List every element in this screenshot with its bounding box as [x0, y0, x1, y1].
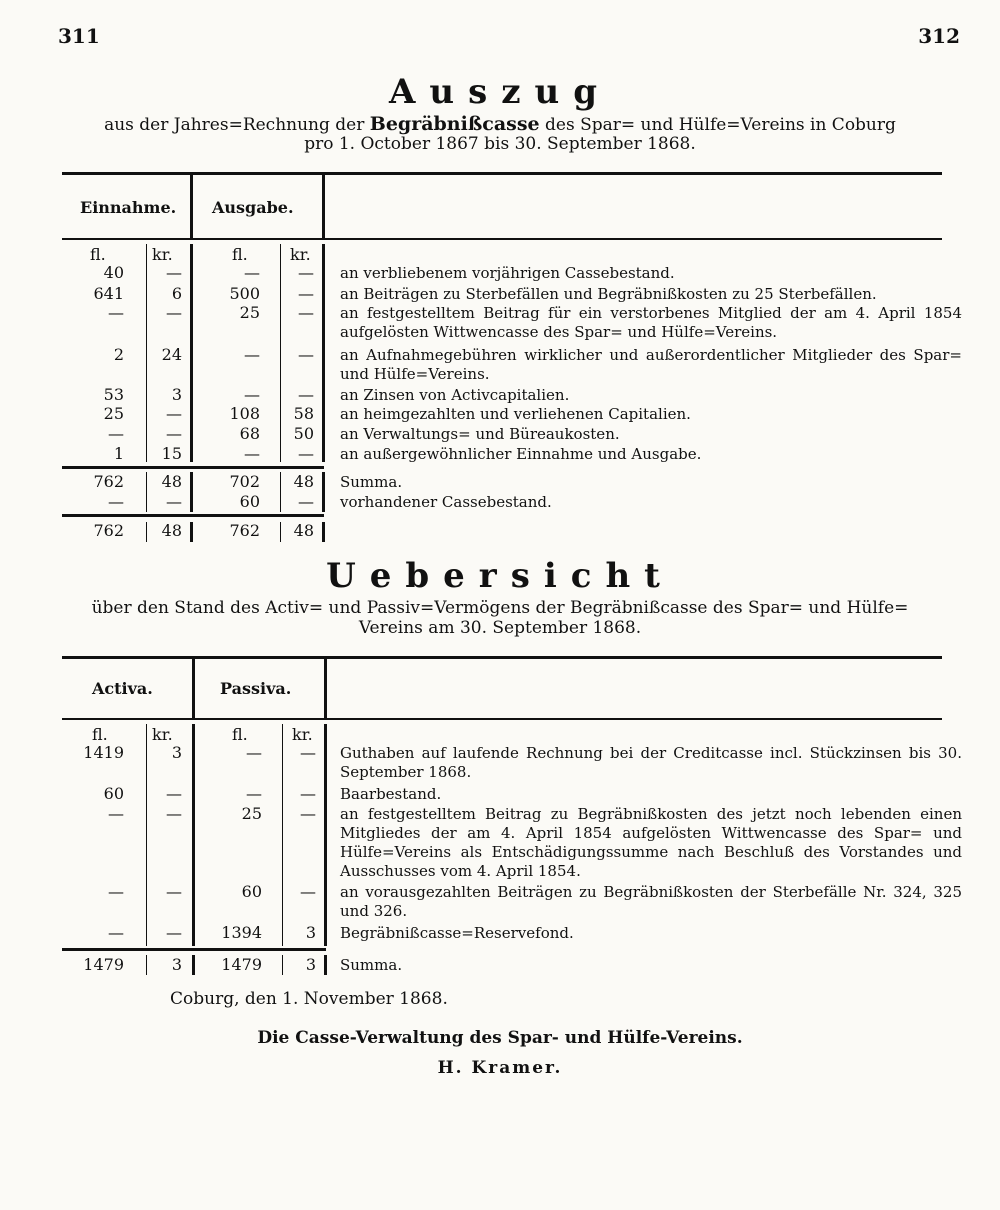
table1-total-rule: [62, 514, 324, 517]
sum-label: Summa.: [340, 473, 403, 491]
auszug-title: Auszug: [388, 72, 612, 112]
table1-column-rule: [146, 522, 147, 542]
row-description: an festgestelltem Beitrag für ein verstorbenes Mitglied der am 4. April 1854 aufgelösten Wittwencasse des Spar= und Hülfe=Vereins.: [340, 304, 962, 341]
sum-passiva-fl: 1479: [221, 955, 262, 974]
table1-column-rule: [146, 244, 147, 462]
row-description: Guthaben auf laufende Rechnung bei der Creditcasse incl. Stückzinsen bis 30. September 1868.: [340, 744, 962, 781]
total-einnahme-fl: 762: [93, 521, 124, 540]
ausgabe-fl-cell: —: [244, 263, 260, 282]
passiva-fl-cell: 1394: [221, 923, 262, 942]
ausgabe-kr-cell: —: [298, 303, 314, 322]
page-number-right: 312: [918, 24, 960, 48]
einnahme-kr-cell: —: [166, 424, 182, 443]
activa-fl-cell: 60: [103, 784, 124, 803]
table1-column-rule: [146, 472, 147, 512]
activa-kr-cell: —: [166, 882, 182, 901]
activa-kr-label: kr.: [152, 725, 173, 744]
uebersicht-subtitle-line1: über den Stand des Activ= und Passiv=Vermögens der Begräbnißcasse des Spar= und Hülfe=: [91, 598, 909, 618]
row-description: an Aufnahmegebühren wirklicher und außerordentlicher Mitglieder des Spar= und Hülfe=Vereins.: [340, 346, 962, 383]
ausgabe-kr-cell: —: [298, 444, 314, 463]
ausgabe-fl-cell: 108: [229, 404, 260, 423]
sum-activa-kr: 3: [171, 955, 182, 974]
passiva-fl-cell: —: [246, 784, 262, 803]
uebersicht-title: Uebersicht: [326, 556, 674, 596]
table1-column-rule: [322, 522, 325, 542]
authority-signature: Die Casse-Verwaltung des Spar- und Hülfe-Vereins.: [257, 1028, 743, 1048]
activa-fl-cell: —: [108, 882, 124, 901]
einnahme-fl-cell: 25: [103, 404, 124, 423]
table2-column-rule: [146, 724, 147, 946]
ausgabe-kr-cell: —: [298, 263, 314, 282]
ausgabe-kr-cell: —: [298, 284, 314, 303]
total-ausgabe-fl: 762: [229, 521, 260, 540]
row-description: Baarbestand.: [340, 785, 442, 803]
table2-header-rule: [62, 718, 942, 720]
table1-divider: [322, 174, 325, 238]
table2-divider: [324, 658, 327, 718]
table1-column-rule: [322, 244, 325, 462]
einnahme-fl-cell: 40: [103, 263, 124, 282]
ausgabe-kr-cell: 58: [293, 404, 314, 423]
einnahme-kr-cell: 24: [161, 345, 182, 364]
einnahme-fl-cell: —: [108, 303, 124, 322]
activa-kr-cell: 3: [171, 743, 182, 762]
table1-sum-rule: [62, 466, 324, 469]
passiva-kr-cell: 3: [305, 923, 316, 942]
table2-column-rule: [282, 724, 283, 946]
rest-einnahme-kr: —: [166, 492, 182, 511]
sum-einnahme-fl: 762: [93, 472, 124, 491]
activa-fl-cell: —: [108, 923, 124, 942]
ausgabe-kr-cell: 50: [293, 424, 314, 443]
rest-ausgabe-kr: —: [298, 492, 314, 511]
activa-fl-label: fl.: [92, 725, 108, 744]
passiva-fl-cell: 25: [241, 804, 262, 823]
table1-header-rule: [62, 238, 942, 240]
passiva-fl-cell: 60: [241, 882, 262, 901]
ausgabe-header: Ausgabe.: [212, 198, 294, 217]
ausgabe-fl-cell: —: [244, 385, 260, 404]
table2-column-rule: [324, 955, 327, 975]
einnahme-fl-cell: 2: [113, 345, 124, 364]
ausgabe-fl-cell: 25: [239, 303, 260, 322]
table1-column-rule: [280, 522, 281, 542]
ausgabe-kr-label: kr.: [290, 245, 311, 264]
rest-einnahme-fl: —: [108, 492, 124, 511]
einnahme-fl-cell: 53: [103, 385, 124, 404]
signatory-name: H. Kramer.: [437, 1058, 563, 1078]
row-description: Begräbnißcasse=Reservefond.: [340, 924, 574, 942]
sum-ausgabe-kr: 48: [293, 472, 314, 491]
einnahme-fl-cell: 1: [113, 444, 124, 463]
einnahme-kr-cell: 3: [171, 385, 182, 404]
passiva-kr-cell: —: [300, 804, 316, 823]
table1-top-rule: [62, 172, 942, 175]
table1-column-rule: [280, 472, 281, 512]
einnahme-kr-cell: —: [166, 303, 182, 322]
uebersicht-subtitle-line2: Vereins am 30. September 1868.: [358, 618, 642, 638]
table1-column-rule: [280, 244, 281, 462]
ausgabe-kr-cell: —: [298, 385, 314, 404]
activa-fl-cell: —: [108, 804, 124, 823]
auszug-subtitle-line1: aus der Jahres=Rechnung der Begräbnißcasse des Spar= und Hülfe=Vereins in Coburg: [104, 113, 896, 135]
sum-passiva-kr: 3: [305, 955, 316, 974]
passiva-fl-label: fl.: [232, 725, 248, 744]
table2-column-rule: [146, 955, 147, 975]
passiva-header: Passiva.: [220, 679, 292, 698]
ausgabe-fl-cell: —: [244, 444, 260, 463]
place-date: Coburg, den 1. November 1868.: [170, 989, 448, 1009]
rest-ausgabe-fl: 60: [239, 492, 260, 511]
passiva-fl-cell: —: [246, 743, 262, 762]
total-einnahme-kr: 48: [161, 521, 182, 540]
einnahme-fl-cell: —: [108, 424, 124, 443]
table2-column-rule: [282, 955, 283, 975]
einnahme-header: Einnahme.: [80, 198, 177, 217]
passiva-kr-cell: —: [300, 784, 316, 803]
einnahme-kr-cell: 15: [161, 444, 182, 463]
row-description: an Beiträgen zu Sterbefällen und Begräbnißkosten zu 25 Sterbefällen.: [340, 285, 877, 303]
einnahme-kr-cell: 6: [171, 284, 182, 303]
table2-sum-rule: [62, 948, 326, 951]
activa-kr-cell: —: [166, 923, 182, 942]
auszug-subtitle-line2: pro 1. October 1867 bis 30. September 1868.: [304, 134, 696, 154]
row-description: an verbliebenem vorjährigen Cassebestand.: [340, 264, 675, 282]
sum-ausgabe-fl: 702: [229, 472, 260, 491]
einnahme-kr-label: kr.: [152, 245, 173, 264]
table2-column-rule: [324, 724, 327, 946]
activa-header: Activa.: [92, 679, 153, 698]
row-description: an heimgezahlten und verliehenen Capitalien.: [340, 405, 691, 423]
row-description: an festgestelltem Beitrag zu Begräbnißkosten des jetzt noch lebenden einen Mitgliedes der am 4. April 1854 aufgelösten Wittwencasse des Spar= und Hülfe=Vereins als Entschädigungssumme nach Beschluß des Vorstandes und Ausschusses vom 4. April 1854.: [340, 805, 962, 880]
rest-label: vorhandener Cassebestand.: [340, 493, 552, 511]
ausgabe-fl-cell: —: [244, 345, 260, 364]
activa-kr-cell: —: [166, 804, 182, 823]
sum-label: Summa.: [340, 956, 403, 974]
einnahme-kr-cell: —: [166, 404, 182, 423]
ausgabe-fl-cell: 500: [229, 284, 260, 303]
row-description: an vorausgezahlten Beiträgen zu Begräbnißkosten der Sterbefälle Nr. 324, 325 und 326.: [340, 883, 962, 920]
einnahme-kr-cell: —: [166, 263, 182, 282]
activa-kr-cell: —: [166, 784, 182, 803]
row-description: an Verwaltungs= und Büreaukosten.: [340, 425, 620, 443]
activa-fl-cell: 1419: [83, 743, 124, 762]
passiva-kr-cell: —: [300, 882, 316, 901]
einnahme-fl-label: fl.: [90, 245, 106, 264]
page-number-left: 311: [58, 24, 100, 48]
total-ausgabe-kr: 48: [293, 521, 314, 540]
einnahme-fl-cell: 641: [93, 284, 124, 303]
table2-divider: [192, 658, 195, 718]
table1-divider: [190, 174, 193, 238]
row-description: an außergewöhnlicher Einnahme und Ausgabe.: [340, 445, 702, 463]
ausgabe-fl-cell: 68: [239, 424, 260, 443]
ausgabe-kr-cell: —: [298, 345, 314, 364]
ausgabe-fl-label: fl.: [232, 245, 248, 264]
sum-einnahme-kr: 48: [161, 472, 182, 491]
table1-column-rule: [322, 472, 325, 512]
sum-activa-fl: 1479: [83, 955, 124, 974]
row-description: an Zinsen von Activcapitalien.: [340, 386, 570, 404]
passiva-kr-label: kr.: [292, 725, 313, 744]
passiva-kr-cell: —: [300, 743, 316, 762]
